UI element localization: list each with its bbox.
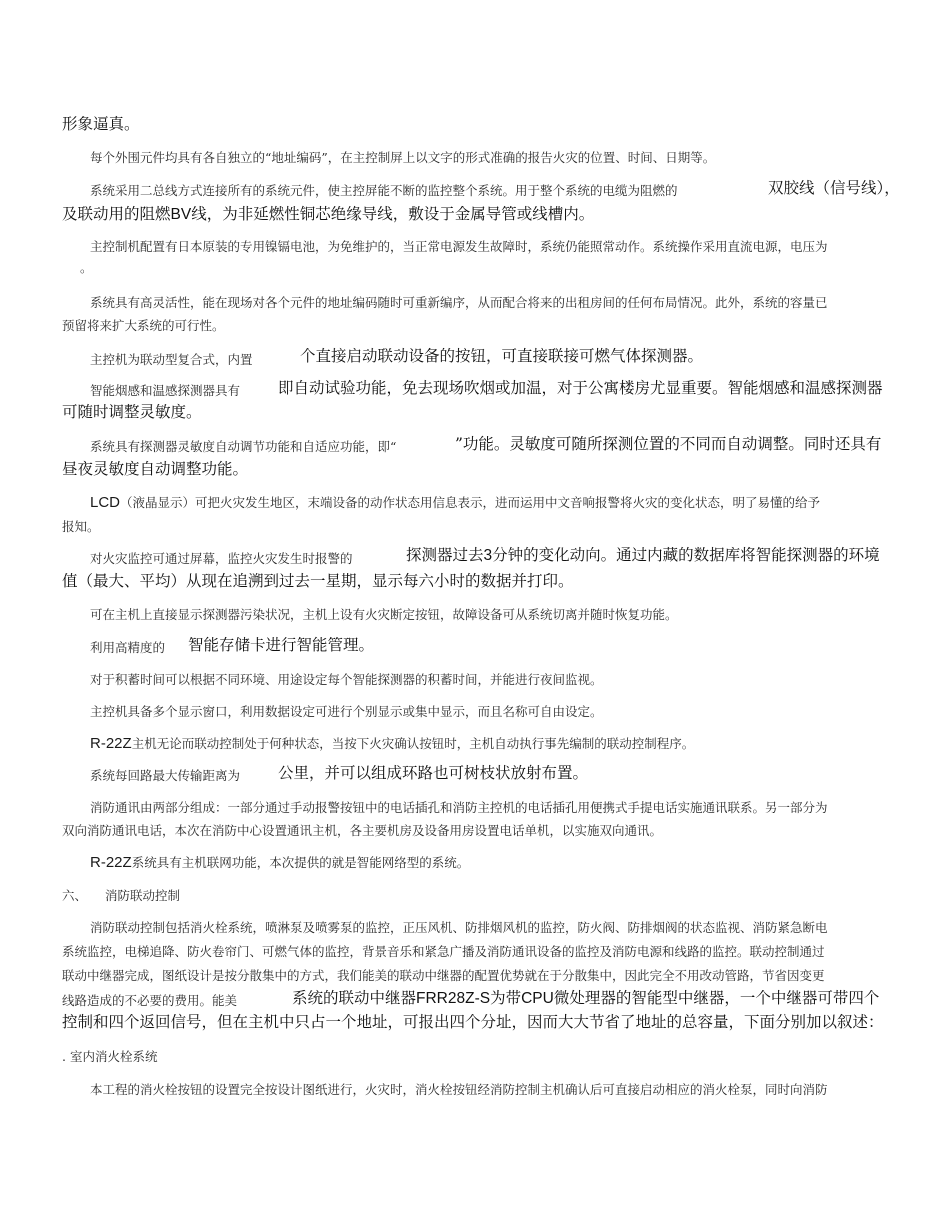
paragraph-line xyxy=(188,638,374,654)
text: 系统具有探测器灵敏度自动调节功能和自适应功能，即“ xyxy=(90,439,397,454)
paragraph-line xyxy=(90,609,678,622)
paragraph-line xyxy=(62,405,202,421)
text: 本工程的消火栓按钮的设置完全按设计图纸进行，火灾时，消火栓按钮经消防控制主机确认后可直接启动相应的消火栓泵，同时向消防 xyxy=(90,1082,828,1097)
text: 智能烟感和温感探测器具有 xyxy=(90,383,241,398)
text: 系统的联动中继器 xyxy=(292,989,417,1007)
paragraph-line xyxy=(62,320,225,333)
text: 。 xyxy=(80,260,93,275)
text: 线路造成的不必要的费用。能美 xyxy=(62,993,238,1008)
paragraph-line xyxy=(300,349,703,365)
text: 消防通讯由两部分组成：一部分通过手动报警按钮中的电话插孔和消防主控机的电话插孔用便携式手提电话实施通讯联系。另一部分为 xyxy=(90,800,828,815)
paragraph-line xyxy=(90,674,603,687)
paragraph-line xyxy=(62,207,594,223)
paragraph-line xyxy=(90,297,828,310)
text: R-22Z xyxy=(90,735,132,752)
paragraph-line xyxy=(90,735,694,751)
paragraph-line xyxy=(90,441,396,454)
text: 及联动用的阻燃 xyxy=(62,205,171,223)
text: 可在主机上直接显示探测器污染状况，主机上设有火灾断定按钮，故障设备可从系统切离并随时恢复功能。 xyxy=(90,607,678,622)
text: 预留将来扩大系统的可行性。 xyxy=(62,318,225,333)
paragraph-line xyxy=(62,521,100,534)
text: 系统每回路最大传输距离为 xyxy=(90,768,241,783)
text: BV xyxy=(170,206,192,223)
section-heading xyxy=(62,890,180,903)
text: 系统具有高灵活性，能在现场对各个元件的地址编码随时可重新编序，从而配合将来的出租房间的任何布局情况。此外，系统的容量已 xyxy=(90,295,828,310)
paragraph-line xyxy=(62,574,574,590)
text: 公里，并可以组成环路也可树枝状放射布置。 xyxy=(278,764,589,782)
text: 消防联动控制包括消火栓系统，喷淋泵及喷雾泵的监控，正压风机、防排烟风机的监控，防火阀、防排烟阀的状态监视、消防紧急断电 xyxy=(90,920,828,935)
paragraph-line xyxy=(90,1084,828,1097)
paragraph-line xyxy=(62,462,248,478)
paragraph-line xyxy=(90,241,828,254)
paragraph-line xyxy=(90,553,353,566)
paragraph-line xyxy=(90,385,240,398)
paragraph-line xyxy=(768,181,900,197)
paragraph-line xyxy=(90,770,240,783)
text: 主机无论而联动控制处于何种状态，当按下火灾确认按钮时，主机自动执行事先编制的联动控制程序。 xyxy=(131,736,695,751)
text: 值（最大、平均）从现在追溯到过去一星期，显示每六小时的数据并打印。 xyxy=(62,572,574,590)
paragraph-line xyxy=(62,970,825,983)
paragraph-line xyxy=(90,922,828,935)
text: 控制和四个返回信号，但在主机中只占一个地址，可报出四个分址，因而大大节省了地址的总容量，下面分别加以叙述： xyxy=(62,1013,884,1031)
text: 系统采用二总线方式连接所有的系统元件，使主控屏能不断的监控整个系统。用于整个系统的电缆为阻燃的 xyxy=(90,183,678,198)
text: 可随时调整灵敏度。 xyxy=(62,403,202,421)
section-number: 六、 xyxy=(62,888,88,903)
text: 即自动试验功能，免去现场吹烟或加温，对于公寓楼房尤显重要。智能烟感和温感探测器 xyxy=(278,379,883,397)
paragraph-line xyxy=(62,946,825,959)
text: FRR28Z-S xyxy=(416,990,491,1007)
paragraph-line xyxy=(90,854,469,870)
text: 每个外围元件均具有各自独立的“地址编码”，在主控制屏上以文字的形式准确的报告火灾的位置、时间、日期等。 xyxy=(90,150,716,165)
paragraph-line xyxy=(90,354,253,367)
paragraph-line xyxy=(62,117,140,133)
text: 主控机具备多个显示窗口，利用数据设定可进行个别显示或集中显示，而且名称可自由设定。 xyxy=(90,704,603,719)
text: 系统监控，电梯追降、防火卷帘门、可燃气体的监控，背景音乐和紧急广播及消防通讯设备的监控及消防电源和线路的监控。联动控制通过 xyxy=(62,944,825,959)
paragraph-line xyxy=(90,152,715,165)
paragraph-line xyxy=(90,706,603,719)
paragraph-line xyxy=(62,995,237,1008)
text: 联动中继器完成，图纸设计是按分散集中的方式，我们能美的联动中继器的配置优势就在于分散集中，因此完全不用改动管路，节省因变更 xyxy=(62,968,825,983)
text: 探测器过去 xyxy=(406,546,484,564)
text: 昼夜灵敏度自动调整功能。 xyxy=(62,460,249,478)
text: 智能存储卡进行智能管理。 xyxy=(188,636,375,654)
paragraph-line xyxy=(455,437,881,453)
text: . 室内消火栓系统 xyxy=(62,1049,158,1064)
paragraph-line xyxy=(62,825,662,838)
text: 形象逼真。 xyxy=(62,115,140,133)
text: 系统具有主机联网功能，本次提供的就是智能网络型的系统。 xyxy=(131,855,470,870)
text: 报知。 xyxy=(62,519,100,534)
text: 个直接启动联动设备的按钮，可直接联接可燃气体探测器。 xyxy=(300,347,704,365)
text: 3 xyxy=(483,547,493,564)
text: CPU xyxy=(521,990,554,1007)
text: （液晶显示）可把火灾发生地区，末端设备的动作状态用信息表示，进而运用中文音响报警将火灾的变化状态，明了易懂的给予 xyxy=(120,495,821,510)
paragraph-line xyxy=(292,991,879,1007)
paragraph-line xyxy=(406,548,880,564)
text: R-22Z xyxy=(90,854,132,871)
text: 线，为非延燃性铜芯绝缘导线，敷设于金属导管或线槽内。 xyxy=(191,205,595,223)
section-title: 消防联动控制 xyxy=(105,888,181,903)
paragraph-line xyxy=(90,185,678,198)
paragraph-line xyxy=(278,381,883,397)
text: 主控制机配置有日本原装的专用镍镉电池，为免维护的，当正常电源发生故障时，系统仍能照常动作。系统操作采用直流电源，电压为 xyxy=(90,239,828,254)
text: 主控机为联动型复合式，内置 xyxy=(90,352,253,367)
text: LCD xyxy=(90,494,121,511)
paragraph-line xyxy=(62,1015,884,1031)
text: 双向消防通讯电话，本次在消防中心设置通讯主机，各主要机房及设备用房设置电话单机，以实施双向通讯。 xyxy=(62,823,663,838)
paragraph-line xyxy=(80,262,93,275)
text: 双胶线（信号线）， xyxy=(768,179,900,197)
paragraph-line xyxy=(278,766,588,782)
text: 为带 xyxy=(490,989,522,1007)
text: 微处理器的智能型中继器，一个中继器可带四个 xyxy=(553,989,880,1007)
paragraph-line xyxy=(90,642,165,655)
text: 对于积蓄时间可以根据不同环境、用途设定每个智能探测器的积蓄时间，并能进行夜间监视。 xyxy=(90,672,603,687)
text: 利用高精度的 xyxy=(90,640,166,655)
paragraph-line xyxy=(90,802,828,815)
text: 分钟的变化动向。通过内藏的数据库将智能探测器的环境 xyxy=(492,546,880,564)
subsection-heading xyxy=(62,1051,157,1064)
text: ”功能。灵敏度可随所探测位置的不同而自动调整。同时还具有 xyxy=(455,435,882,453)
text: 对火灾监控可通过屏幕，监控火灾发生时报警的 xyxy=(90,551,353,566)
paragraph-line xyxy=(90,494,820,510)
